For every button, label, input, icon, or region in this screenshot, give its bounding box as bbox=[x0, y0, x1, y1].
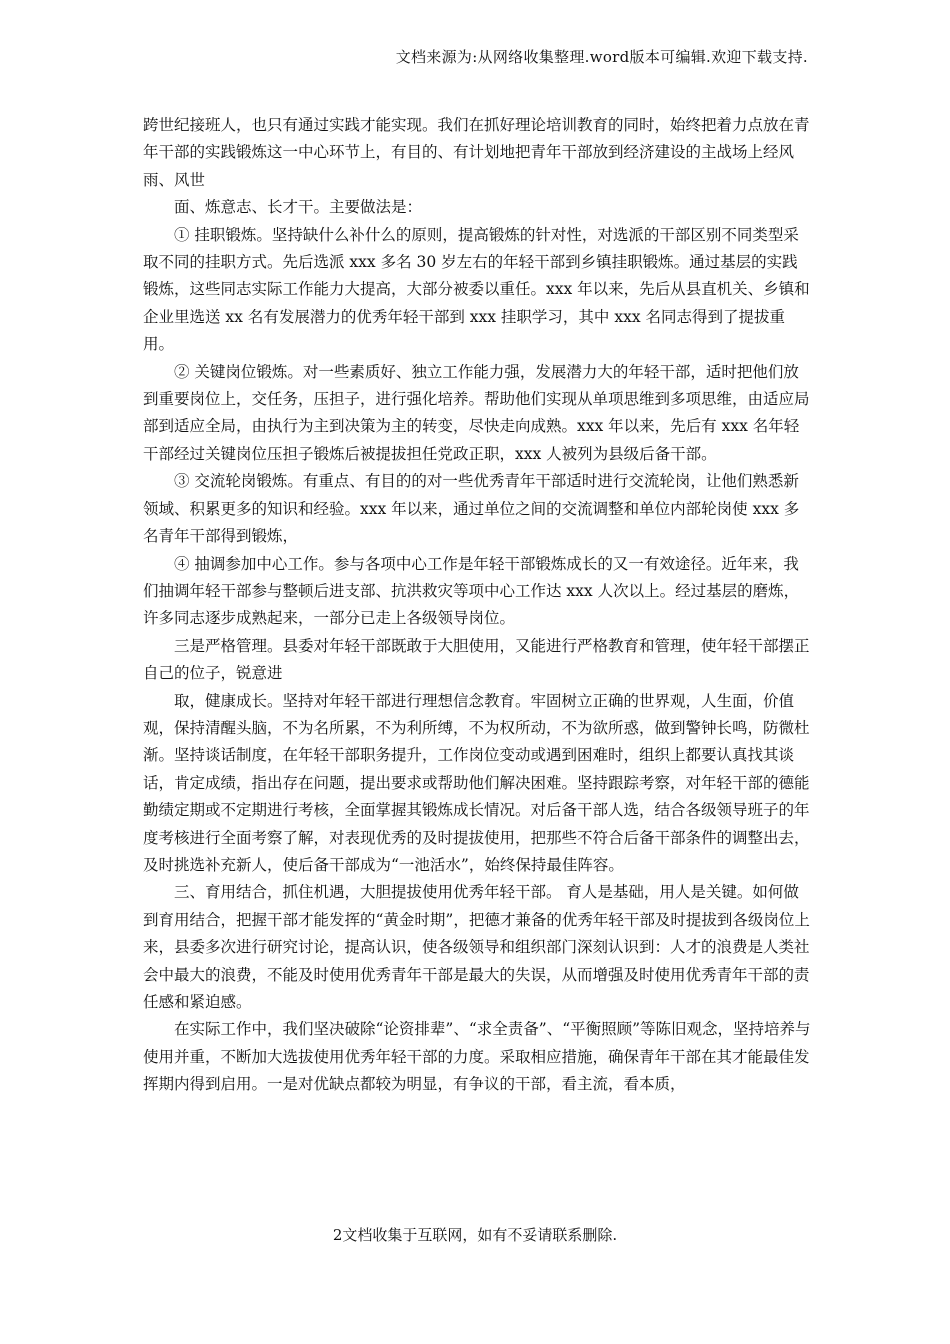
document-body bbox=[143, 112, 811, 1099]
paragraph: 三、育用结合，抓住机遇，大胆提拔使用优秀年轻干部。 育人是基础，用人是关键。如何做到育用结合，把握干部才能发挥的“黄金时期”，把德才兼备的优秀年轻干部及时提拔到各级岗位上来，县委多次进行研究讨论，提高认识，使各级领导和组织部门深刻认识到：人才的浪费是人类社会中最大的浪费，不能及时使用优秀青年干部是最大的失误，从而增强及时使用优秀青年干部的责任感和紧迫感。 bbox=[143, 883, 810, 1011]
paragraph: 面、炼意志、长才干。主要做法是： bbox=[174, 198, 423, 217]
paragraph: 在实际工作中，我们坚决破除“论资排辈”、“求全责备”、“平衡照顾”等陈旧观念，坚持培养与使用并重，不断加大选拔使用优秀年轻干部的力度。采取相应措施，确保青年干部在其才能最佳发挥期内得到启用。一是对优缺点都较为明显，有争议的干部，看主流，看本质， bbox=[143, 1020, 811, 1094]
paragraph: 三是严格管理。县委对年轻干部既敢于大胆使用，又能进行严格教育和管理，使年轻干部摆正自己的位子，锐意进 bbox=[143, 636, 810, 683]
paragraph: ① 挂职锻炼。坚持缺什么补什么的原则，提高锻炼的针对性，对选派的干部区别不同类型采取不同的挂职方式。先后选派 xxx 多名 30 岁左右的年轻干部到乡镇挂职锻炼。通过基层的实践锻炼，这些同志实际工作能力大提高，大部分被委以重任。xxx 年以来，先后从县直机关、乡镇和企业里选送 xx 名有发展潜力的优秀年轻干部到 xxx 挂职学习，其中 xxx 名同志得到了提拔重用。 bbox=[143, 225, 810, 354]
page-footer: 2文档收集于互联网，如有不妥请联系删除. bbox=[332, 1226, 618, 1244]
paragraph: ③ 交流轮岗锻炼。有重点、有目的的对一些优秀青年干部适时进行交流轮岗，让他们熟悉新领域、积累更多的知识和经验。xxx 年以来，通过单位之间的交流调整和单位内部轮岗使 xxx 多名青年干部得到锻炼， bbox=[143, 472, 800, 546]
page-header: 文档来源为:从网络收集整理.word版本可编辑.欢迎下载支持. bbox=[395, 48, 808, 66]
paragraph: ② 关键岗位锻炼。对一些素质好、独立工作能力强，发展潜力大的年轻干部，适时把他们放到重要岗位上，交任务，压担子，进行强化培养。帮助他们实现从单项思维到多项思维，由适应局部到适应全局，由执行为主到决策为主的转变，尽快走向成熟。xxx 年以来，先后有 xxx 名年轻干部经过关键岗位压担子锻炼后被提拔担任党政正职，xxx 人被列为县级后备干部。 bbox=[143, 362, 810, 463]
paragraph: 跨世纪接班人，也只有通过实践才能实现。我们在抓好理论培训教育的同时，始终把着力点放在青年干部的实践锻炼这一中心环节上，有目的、有计划地把青年干部放到经济建设的主战场上经风雨、风世 bbox=[143, 116, 810, 189]
paragraph: ④ 抽调参加中心工作。参与各项中心工作是年轻干部锻炼成长的又一有效途径。近年来，我们抽调年轻干部参与整顿后进支部、抗洪救灾等项中心工作达 xxx 人次以上。经过基层的磨炼，许多同志逐步成熟起来，一部分已走上各级领导岗位。 bbox=[143, 554, 800, 628]
paragraph: 取，健康成长。坚持对年轻干部进行理想信念教育。牢固树立正确的世界观，人生面，价值观，保持清醒头脑，不为名所累，不为利所缚，不为权所动，不为欲所惑，做到警钟长鸣，防微杜渐。坚持谈话制度，在年轻干部职务提升，工作岗位变动或遇到困难时，组织上都要认真找其谈话，肯定成绩，指出存在问题，提出要求或帮助他们解决困难。坚持跟踪考察，对年轻干部的德能勤绩定期或不定期进行考核，全面掌握其锻炼成长情况。对后备干部人选，结合各级领导班子的年度考核进行全面考察了解，对表现优秀的及时提拔使用，把那些不符合后备干部条件的调整出去，及时挑选补充新人，使后备干部成为“一池活水”，始终保持最佳阵容。 bbox=[143, 691, 810, 874]
